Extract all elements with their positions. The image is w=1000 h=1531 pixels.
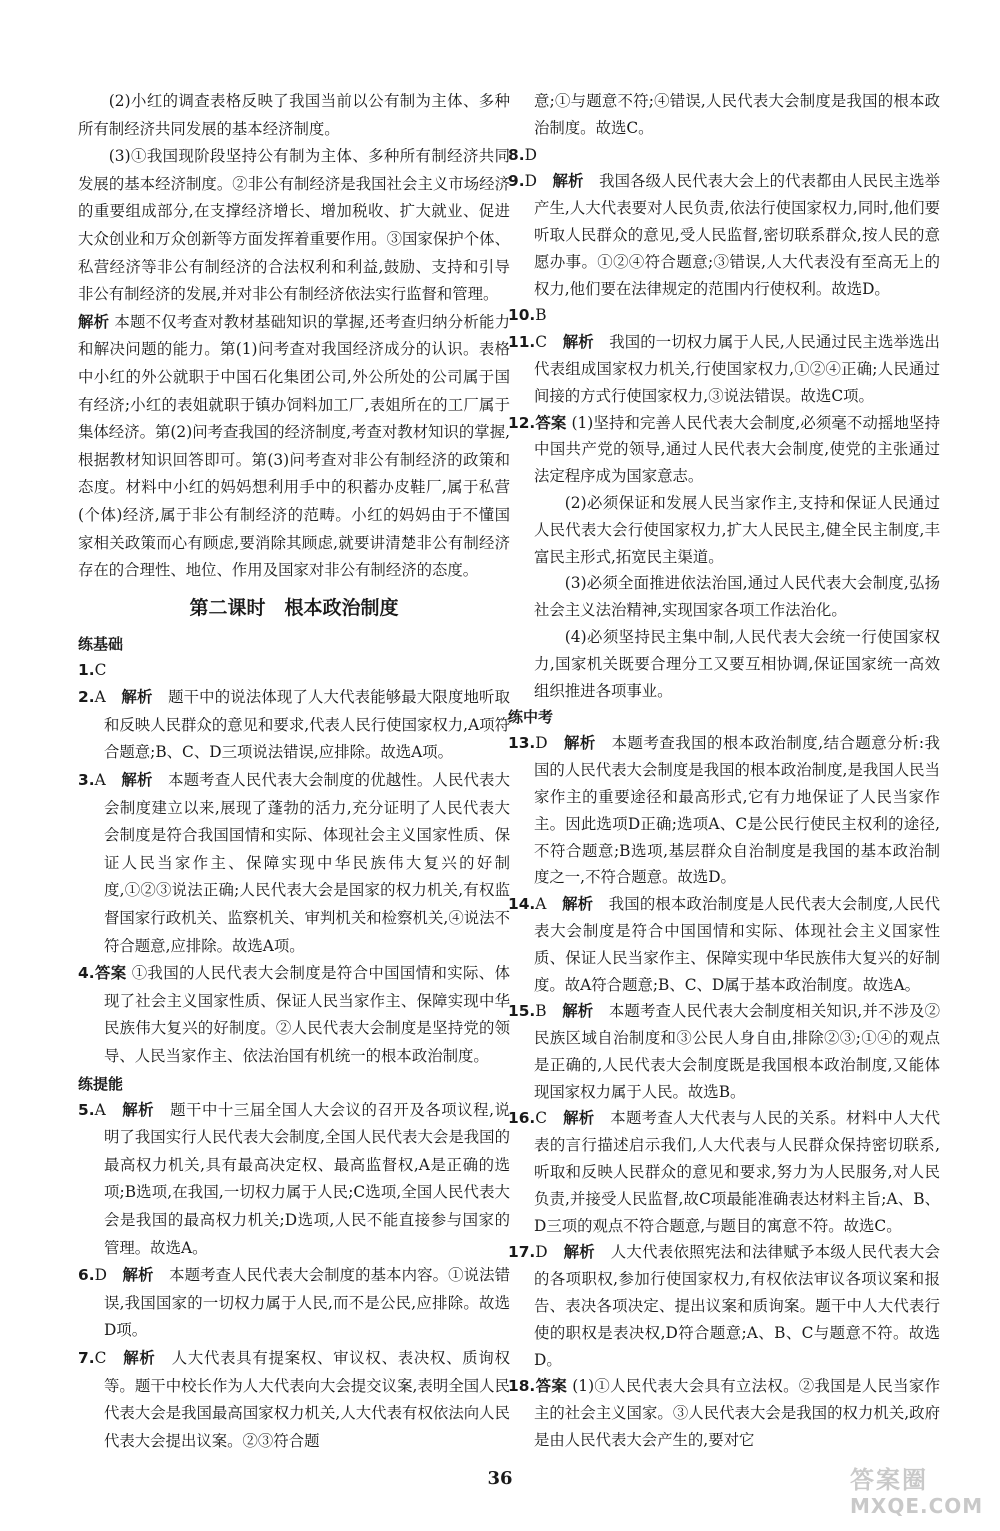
question-number: 14.	[508, 895, 536, 914]
question-11	[508, 329, 940, 409]
analysis-text: 人大代表具有提案权、审议权、表决权、质询权等。题干中校长作为人大代表向大会提交议案,表明全国人民代表大会是我国最高国家权力机关,人大代表有权依法向人民代表大会提出议案。②③符合题	[104, 1348, 510, 1450]
analysis-label: 解析	[562, 333, 594, 352]
question-number: 8.	[508, 145, 525, 164]
analysis-label: 解析	[122, 1100, 155, 1119]
question-9	[508, 168, 940, 302]
question-number: 1.	[78, 660, 95, 679]
question-number: 13.	[508, 734, 536, 753]
analysis-text: 题干中的说法体现了人大代表能够最大限度地听取和反映人民群众的意见和要求,代表人民行使国家权力,A项符合题意;B、C、D三项说法错误,应排除。故选A项。	[104, 688, 510, 762]
answer-choice: D	[524, 145, 537, 164]
question-2	[78, 684, 510, 767]
watermark-url: MXQE.COM	[850, 1494, 984, 1518]
question-5	[78, 1097, 510, 1263]
answer-choice: D	[524, 172, 537, 191]
analysis-label: 解析	[121, 688, 153, 707]
question-14	[508, 891, 940, 998]
answer-paragraph-2: (2)小红的调查表格反映了我国当前以公有制为主体、多种所有制经济共同发展的基本经济制度。	[78, 92, 510, 138]
analysis-text: 题干中十三届全国人大会议的召开及各项议程,说明了我国实行人民代表大会制度,全国人民代表大会是我国的最高权力机关,具有最高决定权、最高监督权,A是正确的选项;B选项,在我国,一切权力属于人民;C选项,全国人民代表大会是我国的最高权力机关;D选项,人民不能直接参与国家的管理。故选A。	[104, 1100, 510, 1257]
answer-label: 答案	[535, 413, 567, 432]
question-10	[508, 302, 940, 329]
analysis-text: 本题考查人民代表大会制度的基本内容。①说法错误,我国国家的一切权力属于人民,而不是公民,应排除。故选D项。	[104, 1266, 510, 1340]
analysis-text: 本题考查人民代表大会制度相关知识,并不涉及②民族区域自治制度和③公民人身自由,排除②③;①④的观点是正确的,人民代表大会制度既是我国根本政治制度,又能体现国家权力属于人民。故选B。	[534, 1002, 940, 1101]
question-3	[78, 767, 510, 960]
answer-choice: C	[94, 660, 107, 679]
section-label-exam: 练中考	[508, 708, 554, 727]
analysis-text: 我国各级人民代表大会上的代表都由人民民主选举产生,人大代表要对人民负责,依法行使国家权力,同时,他们要听取人民群众的意见,受人民监督,密切联系群众,按人民的意愿办事。①②④符合题意;③错误,人大代表没有至高无上的权力,他们要在法律规定的范围内行使权利。故选D。	[534, 172, 940, 298]
answer-choice: A	[94, 771, 106, 790]
analysis-text: 本题不仅考查对教材基础知识的掌握,还考查归纳分析能力和解决问题的能力。第(1)问考查对我国经济成分的认识。表格中小红的外公就职于中国石化集团公司,外公所处的公司属于国有经济;小红的表姐就职于镇办饲料加工厂,表姐所在的工厂属于集体经济。第(2)问考查我国的经济制度,考查对教材知识的掌握,根据教材知识回答即可。第(3)问考查对非公有制经济的政策和态度。材料中小红的妈妈想利用手中的积蓄办皮鞋厂,属于私营(个体)经济,属于非公有制经济的范畴。小红的妈妈由于不懂国家相关政策而心有顾虑,要消除其顾虑,就要讲清楚非公有制经济存在的合理性、地位、作用及国家对非公有制经济的态度。	[78, 312, 510, 580]
analysis-label: 解析	[564, 734, 596, 753]
analysis-text: 本题考查我国的根本政治制度,结合题意分析:我国的人民代表大会制度是我国的根本政治制度,是我国人民当家作主的重要途径和最高形式,它有力地保证了人民当家作主。因此选项D正确;选项A、C是公民行使民主权利的途径,不符合题意;B选项,基层群众自治制度是我国的基本政治制度之一,不符合题意。故选D。	[534, 734, 940, 887]
answer-choice: C	[535, 333, 548, 352]
answer-choice: D	[535, 1243, 548, 1262]
answer-choice: A	[94, 688, 106, 707]
analysis-paragraph	[78, 309, 510, 585]
question-18	[508, 1373, 940, 1453]
question-number: 5.	[78, 1100, 95, 1119]
question-number: 12.	[508, 413, 536, 432]
section-heading: 第二课时 根本政治制度	[189, 596, 399, 619]
question-8	[508, 142, 940, 169]
watermark-title: 答案圈	[850, 1466, 928, 1494]
analysis-text: 人大代表依照宪法和法律赋予本级人民代表大会的各项职权,参加行使国家权力,有权依法审议各项议案和报告、表决各项决定、提出议案和质询案。题干中人大代表行使的职权是表决权,D符合题意;A、B、C与题意不符。故选D。	[534, 1243, 940, 1369]
question-6	[78, 1262, 510, 1345]
question-12	[508, 410, 940, 490]
question-number: 18.	[508, 1377, 536, 1396]
answer-text: (1)①人民代表大会具有立法权。②我国是人民当家作主的社会主义国家。③人民代表大会是我国的权力机关,政府是由人民代表大会产生的,要对它	[534, 1377, 940, 1450]
answer-choice: C	[94, 1348, 107, 1367]
question-7-continued: 意;①与题意不符;④错误,人民代表大会制度是我国的根本政治制度。故选C。	[534, 92, 940, 137]
question-number: 16.	[508, 1109, 536, 1128]
question-1	[78, 657, 510, 685]
answer-choice: B	[535, 1002, 547, 1021]
question-15	[508, 998, 940, 1105]
question-number: 6.	[78, 1266, 95, 1285]
question-number: 17.	[508, 1243, 536, 1262]
analysis-label: 解析	[78, 312, 110, 331]
analysis-label: 解析	[122, 1266, 154, 1285]
question-number: 3.	[78, 771, 95, 790]
question-13	[508, 730, 940, 891]
watermark-logo	[850, 1465, 990, 1525]
analysis-label: 解析	[562, 895, 594, 914]
question-12-part-2: (2)必须保证和发展人民当家作主,支持和保证人民通过人民代表大会行使国家权力,扩大人民民主,健全民主制度,丰富民主形式,拓宽民主渠道。	[534, 493, 940, 566]
question-number: 10.	[508, 306, 536, 325]
question-number: 2.	[78, 688, 95, 707]
question-4	[78, 960, 510, 1070]
analysis-label: 解析	[562, 1002, 594, 1021]
question-17	[508, 1239, 940, 1373]
analysis-label: 解析	[121, 771, 153, 790]
answer-choice: D	[94, 1266, 107, 1285]
analysis-text: 我国的一切权力属于人民,人民通过民主选举选出代表组成国家权力机关,行使国家权力,①②④正确;人民通过间接的方式行使国家权力,③说法错误。故选C项。	[534, 333, 940, 405]
analysis-label: 解析	[563, 1109, 595, 1128]
answer-choice: B	[535, 306, 547, 325]
question-number: 9.	[508, 172, 525, 191]
answer-choice: A	[535, 895, 547, 914]
section-label-improve: 练提能	[78, 1074, 124, 1093]
question-number: 15.	[508, 1002, 536, 1021]
question-number: 7.	[78, 1348, 95, 1367]
question-12-part-4: (4)必须坚持民主集中制,人民代表大会统一行使国家权力,国家机关既要合理分工又要互相协调,保证国家统一高效组织推进各项事业。	[534, 627, 940, 700]
analysis-text: 本题考查人民代表大会制度的优越性。人民代表大会制度建立以来,展现了蓬勃的活力,充分证明了人民代表大会制度是符合我国国情和实际、体现社会主义国家性质、保证人民当家作主、保障实现中华民族伟大复兴的好制度,①②③说法正确;人民代表大会是国家的权力机关,有权监督国家行政机关、监察机关、审判机关和检察机关,④说法不符合题意,应排除。故选A项。	[104, 771, 510, 955]
analysis-label: 解析	[123, 1348, 156, 1367]
analysis-label: 解析	[563, 1243, 595, 1262]
analysis-text: 本题考查人大代表与人民的关系。材料中人大代表的言行描述启示我们,人大代表与人民群众保持密切联系,听取和反映人民群众的意见和要求,努力为人民服务,对人民负责,并接受人民监督,故C项最能准确表达材料主旨;A、B、D三项的观点不符合题意,与题目的寓意不符。故选C。	[534, 1109, 940, 1235]
answer-text: ①我国的人民代表大会制度是符合中国国情和实际、体现了社会主义国家性质、保证人民当家作主、保障实现中华民族伟大复兴的好制度。②人民代表大会制度是坚持党的领导、人民当家作主、依法治国有机统一的根本政治制度。	[104, 964, 510, 1065]
analysis-text: 我国的根本政治制度是人民代表大会制度,人民代表大会制度是符合中国国情和实际、体现社会主义国家性质、保证人民当家作主、保障实现中华民族伟大复兴的好制度。故A符合题意;B、C、D属于基本政治制度。故选A。	[534, 895, 940, 994]
right-column	[508, 88, 940, 1454]
question-12-part-3: (3)必须全面推进依法治国,通过人民代表大会制度,弘扬社会主义法治精神,实现国家各项工作法治化。	[534, 574, 940, 620]
answer-text: (1)坚持和完善人民代表大会制度,必须毫不动摇地坚持中国共产党的领导,通过人民代表大会制度,使党的主张通过法定程序成为国家意志。	[534, 413, 940, 486]
answer-label: 答案	[94, 964, 127, 983]
answer-choice: A	[94, 1100, 106, 1119]
answer-choice: C	[535, 1109, 548, 1128]
left-column	[78, 88, 510, 1455]
question-16	[508, 1105, 940, 1239]
answer-label: 答案	[535, 1377, 568, 1396]
page-number: 36	[487, 1468, 513, 1489]
question-number: 11.	[508, 333, 536, 352]
analysis-label: 解析	[552, 172, 584, 191]
answer-choice: D	[535, 734, 548, 753]
question-7	[78, 1345, 510, 1455]
section-label-basic: 练基础	[78, 634, 124, 653]
answer-paragraph-3: (3)①我国现阶段坚持公有制为主体、多种所有制经济共同发展的基本经济制度。②非公有制经济是我国社会主义市场经济的重要组成部分,在支撑经济增长、增加税收、扩大就业、促进大众创业和万众创新等方面发挥着重要作用。③国家保护个体、私营经济等非公有制经济的合法权利和利益,鼓励、支持和引导非公有制经济的发展,并对非公有制经济依法实行监督和管理。	[78, 147, 510, 304]
question-number: 4.	[78, 964, 95, 983]
